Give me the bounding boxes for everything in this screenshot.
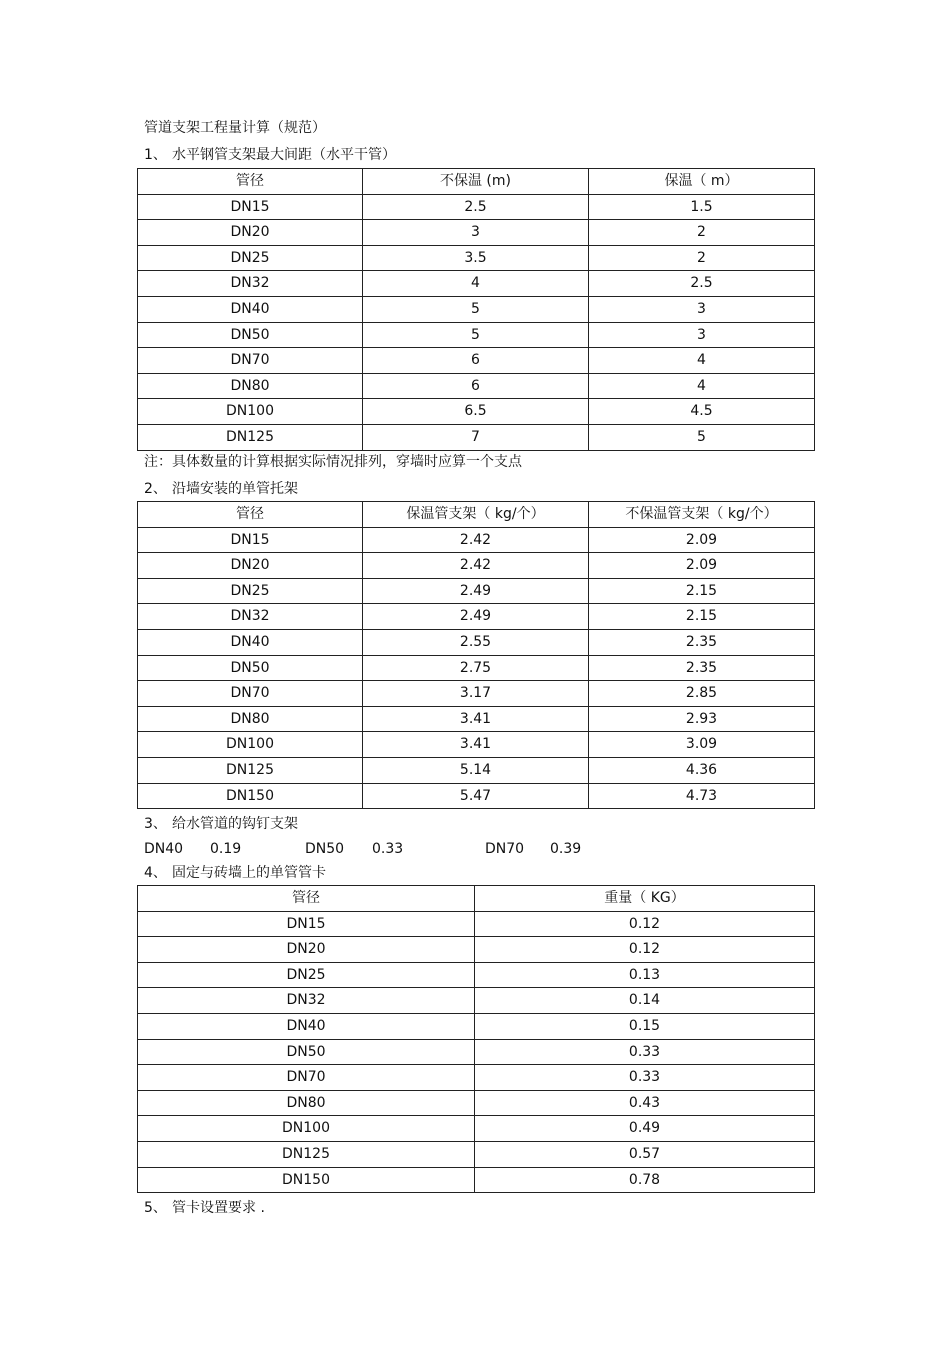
document-title: 管道支架工程量计算（规范）: [144, 120, 326, 136]
table-cell: 3: [363, 220, 589, 246]
table-cell: 5.14: [363, 757, 589, 783]
table-cell: 1.5: [589, 194, 815, 220]
table-cell: 2.15: [589, 578, 815, 604]
table-cell: 3: [589, 296, 815, 322]
section-2-title: 沿墙安装的单管托架: [172, 481, 298, 497]
table-cell: DN150: [138, 783, 363, 809]
table-cell: DN70: [138, 1065, 475, 1091]
table-row: [138, 245, 815, 271]
section-1-note: 注：具体数量的计算根据实际情况排列，穿墙时应算一个支点: [144, 454, 522, 470]
table-row: [138, 527, 815, 553]
table-row: [138, 1090, 815, 1116]
table-cell: 5: [589, 424, 815, 450]
table-cell: DN125: [138, 757, 363, 783]
table-row: [138, 757, 815, 783]
table-cell: DN50: [138, 322, 363, 348]
table-row: [138, 962, 815, 988]
table-cell: DN25: [138, 962, 475, 988]
table-cell: 2.49: [363, 578, 589, 604]
table-cell: 4: [589, 348, 815, 374]
table-cell: DN80: [138, 1090, 475, 1116]
table-row: [138, 1167, 815, 1193]
table-cell: 2: [589, 245, 815, 271]
table-cell: 2.5: [589, 271, 815, 297]
table-row: [138, 1013, 815, 1039]
table-cell: DN100: [138, 399, 363, 425]
table-cell: 2.09: [589, 527, 815, 553]
table-cell: DN20: [138, 553, 363, 579]
section-2-number: 2、: [144, 481, 167, 497]
table-cell: 0.14: [475, 988, 815, 1014]
table-cell: 2.15: [589, 604, 815, 630]
table-cell: 2: [589, 220, 815, 246]
column-header: 管径: [138, 169, 363, 195]
table-cell: DN80: [138, 373, 363, 399]
section-3-heading: [144, 815, 298, 833]
table-cell: 7: [363, 424, 589, 450]
table-cell: 4: [589, 373, 815, 399]
table-row: [138, 681, 815, 707]
section-1-heading: [144, 146, 396, 164]
table-cell: 4: [363, 271, 589, 297]
section-2-heading: [144, 480, 298, 498]
table-header-row: [138, 502, 815, 528]
table-cell: 0.13: [475, 962, 815, 988]
table-cell: 2.93: [589, 706, 815, 732]
table-row: [138, 553, 815, 579]
table-cell: DN70: [138, 348, 363, 374]
table-cell: DN15: [138, 194, 363, 220]
table-cell: DN70: [138, 681, 363, 707]
table-cell: 2.55: [363, 629, 589, 655]
table-cell: 3: [589, 322, 815, 348]
table-cell: 3.41: [363, 732, 589, 758]
column-header: 重量（ KG）: [475, 886, 815, 912]
table-cell: 2.75: [363, 655, 589, 681]
table-cell: DN125: [138, 1141, 475, 1167]
table-cell: DN32: [138, 604, 363, 630]
hook-size-dn70: DN70: [485, 841, 525, 857]
table-row: [138, 706, 815, 732]
table-row: [138, 348, 815, 374]
table-cell: DN20: [138, 220, 363, 246]
table-row: [138, 399, 815, 425]
table-row: [138, 220, 815, 246]
table-cell: DN40: [138, 629, 363, 655]
table-cell: DN100: [138, 1116, 475, 1142]
table-cell: 2.85: [589, 681, 815, 707]
table-cell: DN15: [138, 527, 363, 553]
table-row: [138, 424, 815, 450]
pipe-clamp-table: [137, 885, 815, 1193]
table-row: [138, 296, 815, 322]
table-cell: 5.47: [363, 783, 589, 809]
table-cell: 2.42: [363, 527, 589, 553]
table-cell: 4.73: [589, 783, 815, 809]
section-3-title: 给水管道的钩钉支架: [172, 816, 298, 832]
table-cell: 0.43: [475, 1090, 815, 1116]
table-row: [138, 604, 815, 630]
section-5-heading: [144, 1199, 265, 1217]
table-row: [138, 373, 815, 399]
table-cell: 2.5: [363, 194, 589, 220]
table-cell: 6.5: [363, 399, 589, 425]
table-cell: DN150: [138, 1167, 475, 1193]
table-cell: 2.09: [589, 553, 815, 579]
section-4-number: 4、: [144, 865, 167, 881]
table-cell: 3.5: [363, 245, 589, 271]
table-header-row: [138, 886, 815, 912]
table-cell: DN15: [138, 911, 475, 937]
section-4-title: 固定与砖墙上的单管管卡: [172, 865, 326, 881]
table-cell: 2.49: [363, 604, 589, 630]
section-5-number: 5、: [144, 1200, 167, 1216]
table-cell: 0.12: [475, 937, 815, 963]
column-header: 保温（ m）: [589, 169, 815, 195]
table-cell: 5: [363, 296, 589, 322]
table-header-row: [138, 169, 815, 195]
table-cell: DN20: [138, 937, 475, 963]
hook-value-dn40: 0.19: [210, 841, 242, 857]
table-cell: DN40: [138, 296, 363, 322]
hook-value-dn70: 0.39: [550, 841, 582, 857]
table-cell: 2.42: [363, 553, 589, 579]
table-cell: DN50: [138, 1039, 475, 1065]
table-row: [138, 629, 815, 655]
table-cell: 3.41: [363, 706, 589, 732]
table-cell: DN40: [138, 1013, 475, 1039]
table-row: [138, 655, 815, 681]
table-cell: 6: [363, 348, 589, 374]
table-cell: 0.33: [475, 1039, 815, 1065]
section-5-title: 管卡设置要求 .: [172, 1200, 265, 1216]
table-cell: 5: [363, 322, 589, 348]
table-cell: 0.78: [475, 1167, 815, 1193]
bracket-weight-table: [137, 501, 815, 809]
table-cell: DN100: [138, 732, 363, 758]
table-row: [138, 271, 815, 297]
table-cell: 4.5: [589, 399, 815, 425]
table-cell: DN25: [138, 578, 363, 604]
table-row: [138, 322, 815, 348]
table-row: [138, 1039, 815, 1065]
table-cell: 2.35: [589, 655, 815, 681]
table-cell: 4.36: [589, 757, 815, 783]
table-row: [138, 194, 815, 220]
table-cell: 0.15: [475, 1013, 815, 1039]
table-cell: 2.35: [589, 629, 815, 655]
table-row: [138, 911, 815, 937]
table-cell: DN50: [138, 655, 363, 681]
table-cell: DN25: [138, 245, 363, 271]
table-cell: 6: [363, 373, 589, 399]
section-1-number: 1、: [144, 147, 167, 163]
table-row: [138, 1065, 815, 1091]
hook-value-dn50: 0.33: [372, 841, 404, 857]
table-row: [138, 732, 815, 758]
table-row: [138, 783, 815, 809]
table-cell: 0.33: [475, 1065, 815, 1091]
spacing-table: [137, 168, 815, 451]
table-cell: DN125: [138, 424, 363, 450]
hook-size-dn40: DN40: [144, 841, 184, 857]
table-cell: DN32: [138, 271, 363, 297]
table-cell: 0.12: [475, 911, 815, 937]
section-4-heading: [144, 864, 326, 882]
column-header: 不保温 (m): [363, 169, 589, 195]
table-row: [138, 578, 815, 604]
section-1-title: 水平钢管支架最大间距（水平干管）: [172, 147, 396, 163]
table-row: [138, 1141, 815, 1167]
table-cell: 3.09: [589, 732, 815, 758]
table-cell: DN80: [138, 706, 363, 732]
column-header: 保温管支架（ kg/个）: [363, 502, 589, 528]
table-cell: 0.57: [475, 1141, 815, 1167]
hook-size-dn50: DN50: [305, 841, 345, 857]
section-3-number: 3、: [144, 816, 167, 832]
column-header: 管径: [138, 502, 363, 528]
table-row: [138, 937, 815, 963]
table-cell: 3.17: [363, 681, 589, 707]
table-row: [138, 988, 815, 1014]
table-cell: DN32: [138, 988, 475, 1014]
table-cell: 0.49: [475, 1116, 815, 1142]
column-header: 不保温管支架（ kg/个）: [589, 502, 815, 528]
column-header: 管径: [138, 886, 475, 912]
table-row: [138, 1116, 815, 1142]
